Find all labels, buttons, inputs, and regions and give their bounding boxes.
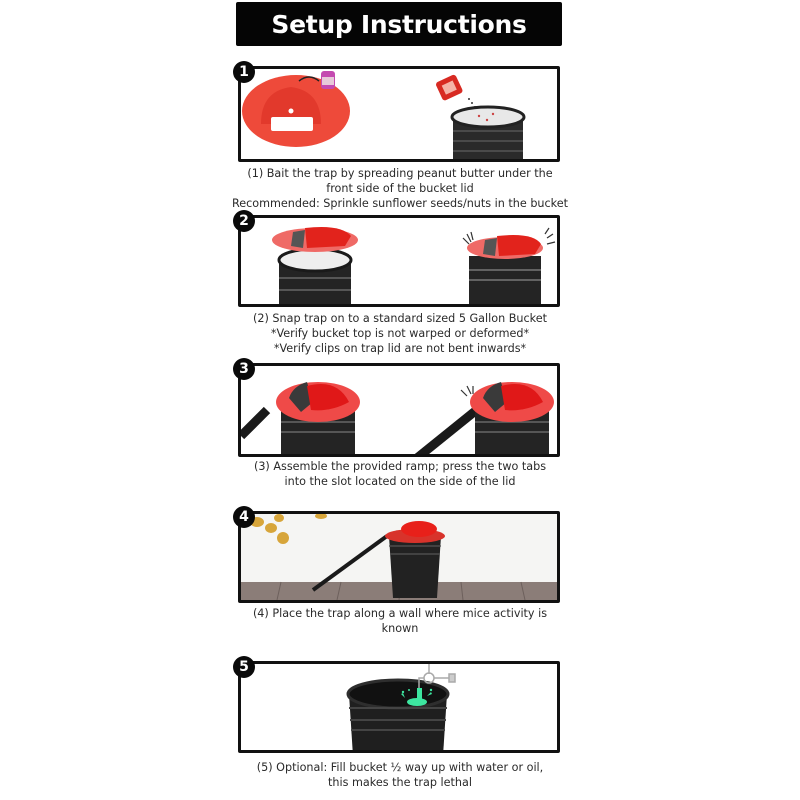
- step-5-panel: [238, 661, 560, 753]
- step-1-illustration: [241, 69, 557, 159]
- bucket-icon: [452, 107, 524, 159]
- step-5-caption: (5) Optional: Fill bucket ½ way up with water or oil, this makes the trap lethal: [256, 761, 544, 789]
- step-1-panel: [238, 66, 560, 162]
- seed-cup-icon: [435, 74, 463, 101]
- bucket-icon: [348, 680, 448, 750]
- step-2-caption: (2) Snap trap on to a standard sized 5 Gallon Bucket *Verify bucket top is not warped or deformed* *Verify clips on trap lid are not bent inwards*: [253, 312, 547, 355]
- snap-click-icon: [461, 386, 473, 396]
- ramp-icon: [241, 410, 267, 436]
- ramp-icon: [417, 408, 479, 454]
- title-banner: [236, 2, 562, 46]
- step-2-illustration: [241, 218, 557, 304]
- step-3-panel: [238, 363, 560, 457]
- step-4-caption: (4) Place the trap along a wall where mice activity is known: [252, 607, 548, 635]
- step-3-badge: 3: [233, 358, 255, 380]
- bucket-icon: [470, 382, 554, 454]
- step-3-illustration: [241, 366, 557, 454]
- bucket-icon: [467, 235, 543, 304]
- step-1-badge: 1: [233, 61, 255, 83]
- step-5-badge: 5: [233, 656, 255, 678]
- step-3-caption: (3) Assemble the provided ramp; press the two tabs into the slot located on the side of the lid: [253, 460, 547, 488]
- step-1-caption: (1) Bait the trap by spreading peanut butter under the front side of the bucket lid Recommended: Sprinkle sunflower seeds/nuts in the bucket: [231, 167, 569, 210]
- step-5-illustration: [241, 664, 557, 750]
- bucket-icon: [279, 249, 351, 304]
- page-title: Setup Instructions: [271, 9, 527, 39]
- step-4-illustration: [241, 514, 557, 600]
- bucket-icon: [385, 521, 445, 598]
- step-2-panel: [238, 215, 560, 307]
- step-4-badge: 4: [233, 506, 255, 528]
- bucket-icon: [276, 382, 360, 454]
- trap-lid-icon: [272, 227, 358, 252]
- step-2-badge: 2: [233, 210, 255, 232]
- step-4-panel: [238, 511, 560, 603]
